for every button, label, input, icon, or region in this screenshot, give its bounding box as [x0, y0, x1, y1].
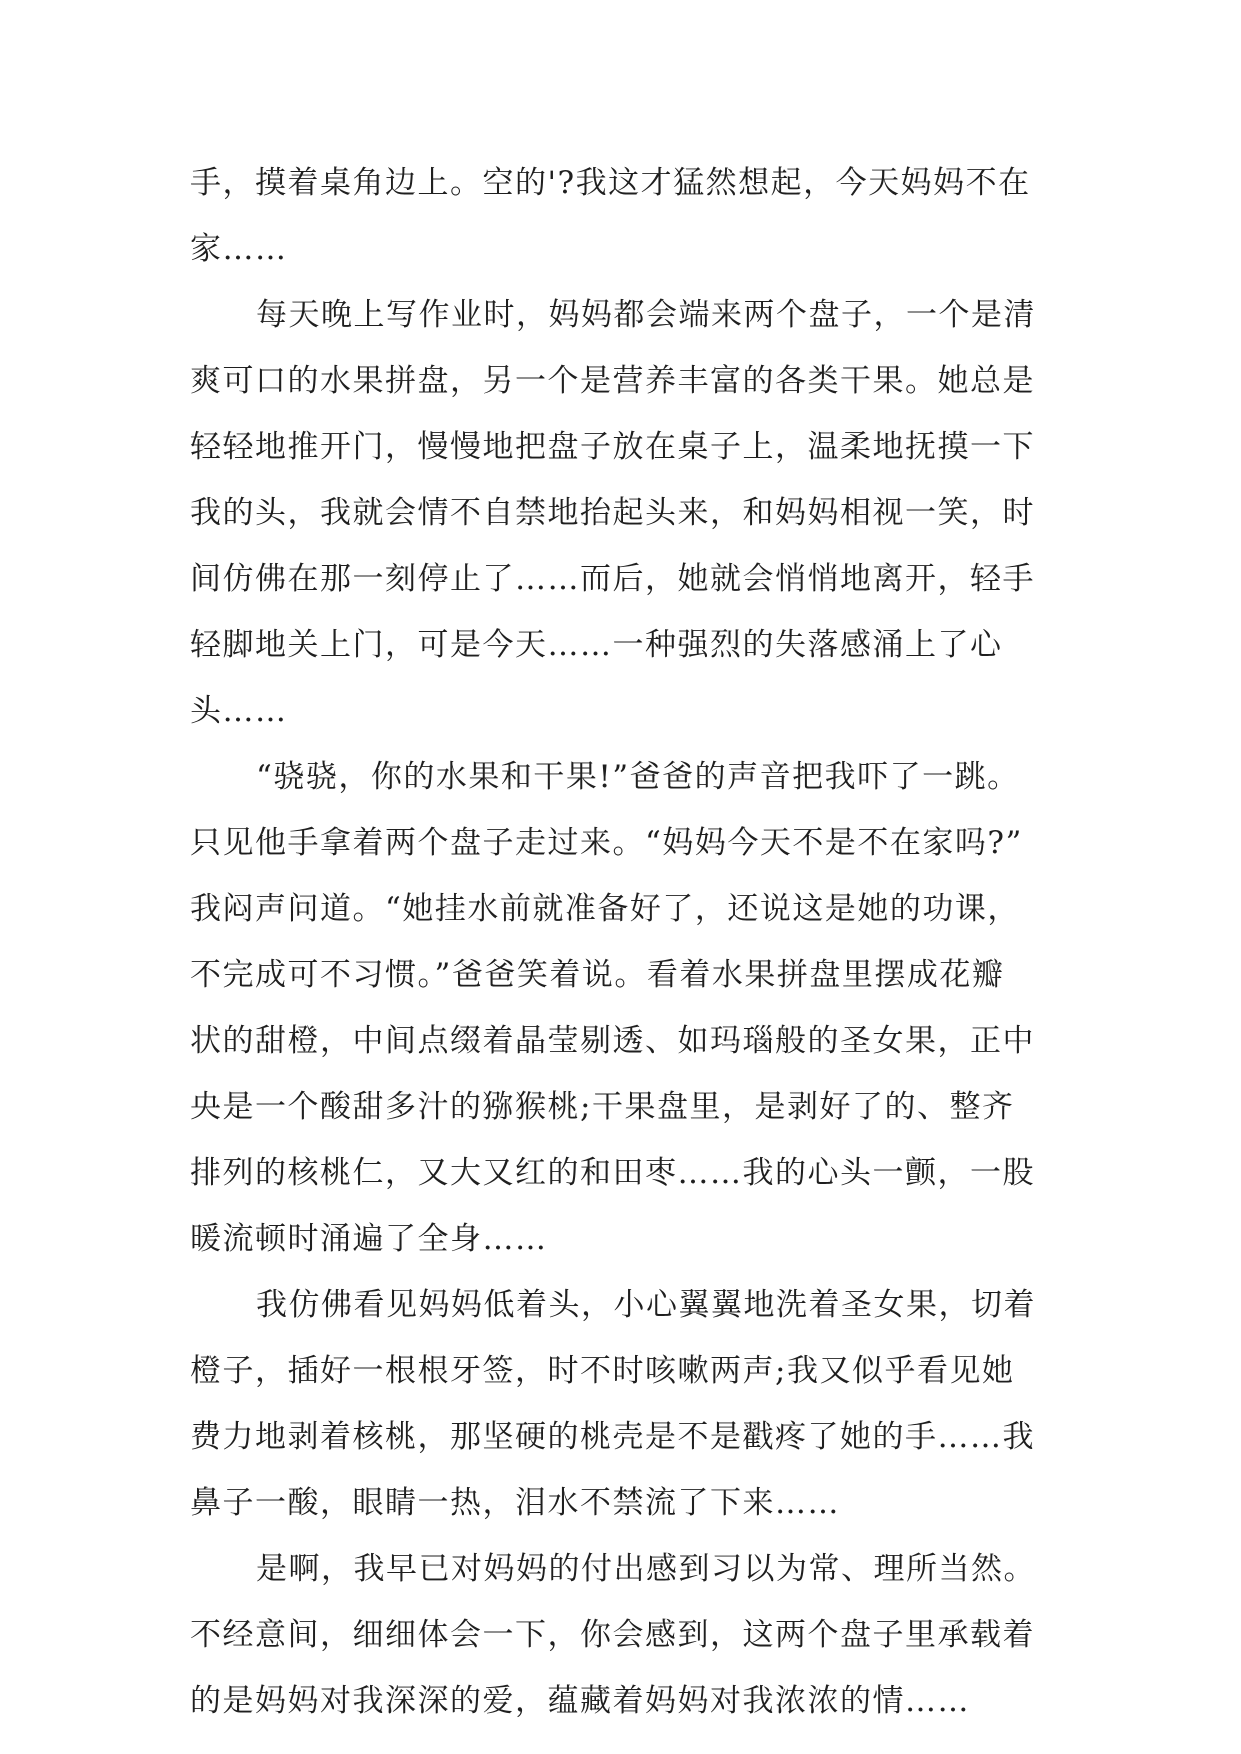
paragraph-start-line: 我仿佛看见妈妈低着头，小心翼翼地洗着圣女果，切着 — [256, 1287, 1036, 1323]
text-line: 央是一个酸甜多汁的猕猴桃;干果盘里，是剥好了的、整齐 — [190, 1089, 1015, 1125]
text-line: 轻轻地推开门，慢慢地把盘子放在桌子上，温柔地抚摸一下 — [190, 429, 1035, 465]
paragraph-start-line: 是啊，我早已对妈妈的付出感到习以为常、理所当然。 — [256, 1551, 1036, 1587]
text-line: 排列的核桃仁，又大又红的和田枣……我的心头一颤，一股 — [190, 1155, 1035, 1191]
text-line: 间仿佛在那一刻停止了……而后，她就会悄悄地离开，轻手 — [190, 561, 1035, 597]
text-line: 不经意间，细细体会一下，你会感到，这两个盘子里承载着 — [190, 1617, 1035, 1653]
paragraph-start-line: 每天晚上写作业时，妈妈都会端来两个盘子，一个是清 — [256, 297, 1036, 333]
text-line: 只见他手拿着两个盘子走过来。“妈妈今天不是不在家吗?” — [190, 825, 1023, 861]
text-line: 状的甜橙，中间点缀着晶莹剔透、如玛瑙般的圣女果，正中 — [190, 1023, 1035, 1059]
text-line: 头…… — [190, 693, 288, 729]
text-line: 的是妈妈对我深深的爱，蕴藏着妈妈对我浓浓的情…… — [190, 1683, 970, 1719]
text-line: 费力地剥着核桃，那坚硬的桃壳是不是戳疼了她的手……我 — [190, 1419, 1035, 1455]
paragraph-start-line: “骁骁，你的水果和干果!”爸爸的声音把我吓了一跳。 — [256, 759, 1020, 795]
text-line: 爽可口的水果拼盘，另一个是营养丰富的各类干果。她总是 — [190, 363, 1035, 399]
document-body — [190, 150, 1090, 1734]
text-line: 不完成可不习惯。”爸爸笑着说。看着水果拼盘里摆成花瓣 — [190, 957, 1005, 993]
text-line: 手，摸着桌角边上。空的'?我这才猛然想起，今天妈妈不在 — [190, 165, 1031, 201]
text-line: 暖流顿时涌遍了全身…… — [190, 1221, 548, 1257]
text-line: 鼻子一酸，眼睛一热，泪水不禁流了下来…… — [190, 1485, 840, 1521]
text-line: 橙子，插好一根根牙签，时不时咳嗽两声;我又似乎看见她 — [190, 1353, 1015, 1389]
text-line: 轻脚地关上门，可是今天……一种强烈的失落感涌上了心 — [190, 627, 1003, 663]
text-line: 我闷声问道。“她挂水前就准备好了，还说这是她的功课， — [190, 891, 1020, 927]
text-line: 我的头，我就会情不自禁地抬起头来，和妈妈相视一笑，时 — [190, 495, 1035, 531]
text-line: 家…… — [190, 231, 288, 267]
